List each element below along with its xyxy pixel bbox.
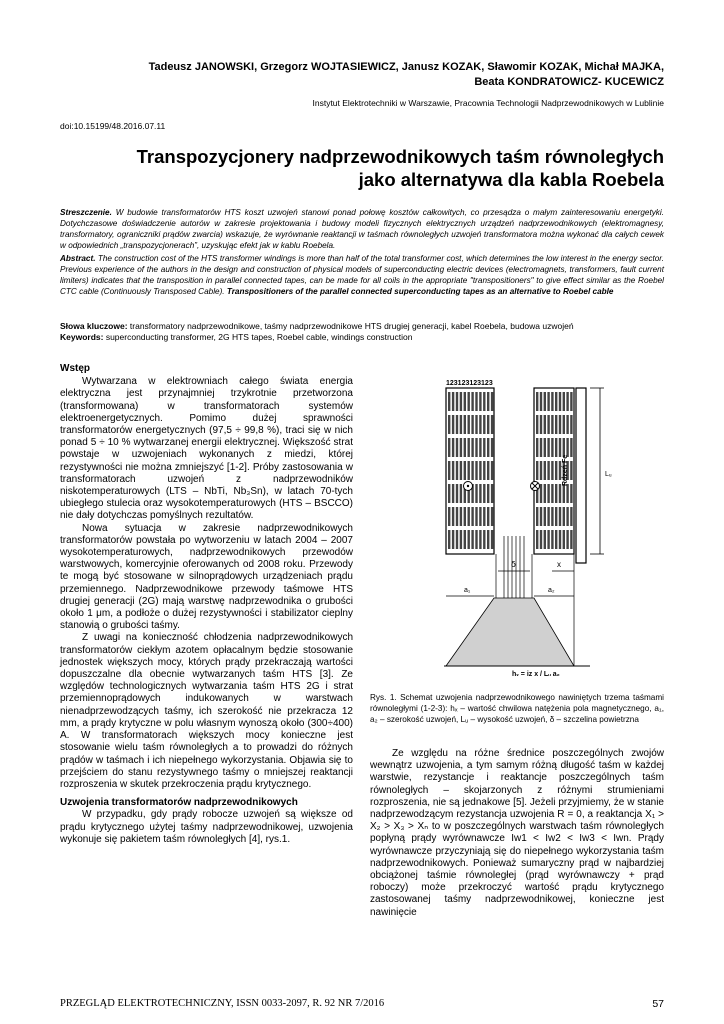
tape-turn: [452, 461, 454, 480]
tape-turn: [547, 415, 549, 434]
tape-turn: [479, 507, 481, 526]
tape-turn: [475, 507, 477, 526]
winding-diagram: [440, 376, 640, 676]
tape-turn: [563, 530, 565, 549]
tape-turn: [555, 484, 557, 503]
tape-turn: [475, 438, 477, 457]
tape-turn: [570, 507, 572, 526]
tape-turn: [544, 507, 546, 526]
tape-turn: [464, 438, 466, 457]
tape-turn: [547, 438, 549, 457]
intro-paragraph-1: Wytwarzana w elektrowniach całego świata energia elektryczna jest przynajmniej trzykrotnie przetworzona (transformowana) w transformatorach systemów elektroenergetycznych. Pomimo dużej sprawności transformatorów energetycznych (97,5 ÷ 99,8 %), traci się w nich ponad 5 ÷ 10 % wytwarzanej energii elektrycznej. Większość strat powstaje w uzwojeniach wykonanych z miedzi, której rezystywności nie można zmniejszyć [1-2]. Próby zastosowania w transformatorach uzwojeń z nadprzewodników niskotemperaturowych (LTS – NbTi, Nb₃Sn), w latach 70-tych ubiegłego stulecia oraz wysokotemperaturowych (HTS – BSCCO) nie dały dotychczas pomyślnych rezultatów.: [60, 376, 353, 522]
tape-turn: [456, 438, 458, 457]
tape-turn: [551, 530, 553, 549]
figure-caption: Rys. 1. Schemat uzwojenia nadprzewodnikowego nawiniętych trzema taśmami równoległymi (1-2-3): hₓ – wartość chwilowa natężenia pola magnetycznego, a₁, a₂ – szerokość uzwojeń, Lᵤ – wysokość uzwojeń, δ – szczelina powietrzna: [370, 693, 664, 724]
tape-turn: [555, 507, 557, 526]
tape-turn: [566, 415, 568, 434]
authors-line-2: Beata KONDRATOWICZ- KUCEWICZ: [474, 76, 664, 88]
tape-turn: [559, 461, 561, 480]
tape-turn: [468, 530, 470, 549]
tape-turn: [491, 507, 493, 526]
tape-turn: [452, 530, 454, 549]
tape-turn: [452, 415, 454, 434]
coil-block-left: [446, 388, 494, 554]
tape-turn: [475, 530, 477, 549]
tape-turn: [471, 461, 473, 480]
tape-turn: [468, 438, 470, 457]
tape-turn: [460, 392, 462, 411]
tape-turn: [551, 415, 553, 434]
tape-turn: [452, 484, 454, 503]
tape-turn: [566, 507, 568, 526]
authors: [60, 60, 664, 90]
x-label: x: [557, 560, 561, 569]
tape-turn: [570, 438, 572, 457]
tape-turn: [491, 415, 493, 434]
section-heading-windings: Uzwojenia transformatorów nadprzewodnikowych: [60, 797, 298, 809]
tape-turn: [483, 461, 485, 480]
tape-turn: [551, 438, 553, 457]
abstract-en-text: The construction cost of the HTS transformer windings is more than half of the total transformer cost, which determines the low interest in the energy sector. Previous experience of the authors in the design and construction of physical models of superconducting electric devices (electromagnets, transformers, fault current limiters) indicates that the transposition in parallel connected tapes, can be made for all coils in the appropriate "transpositioners" to give effect similar as the Roebel CTC cable (Continuously Transposed Cable).: [60, 254, 664, 296]
tape-turn: [559, 530, 561, 549]
tape-turn: [456, 484, 458, 503]
tape-turn: [566, 438, 568, 457]
tape-turn: [456, 415, 458, 434]
title-line-2: jako alternatywa dla kabla Roebela: [358, 169, 664, 190]
tape-turn: [563, 415, 565, 434]
tape-turn: [540, 484, 542, 503]
tape-turn: [483, 507, 485, 526]
tape-turn: [448, 415, 450, 434]
tape-turn: [559, 438, 561, 457]
doi: doi:10.15199/48.2016.07.11: [60, 121, 166, 131]
a2-label: a₂: [548, 587, 555, 594]
tape-turn: [479, 438, 481, 457]
a1-label: a₁: [464, 587, 471, 594]
tape-turn: [559, 484, 561, 503]
tape-turn: [544, 392, 546, 411]
tape-turn: [448, 461, 450, 480]
tape-turn: [456, 461, 458, 480]
tape-turn: [563, 438, 565, 457]
intro-paragraph-2: Nowa sytuacja w zakresie nadprzewodnikowych transformatorów powstała po wytworzeniu w latach 2004 – 2007 wysokotemperaturowych, nadprzewodnikowych przewodów warstwowych, komercyjnie oferowanych od 2008 roku. Przewody te mogą być stosowane w silnoprądowych urządzeniach prądu przemiennego. Nadprzewodnikowe przewody taśmowe HTS drugiej generacji (2G) mają warstwę nadprzewodnika o grubości około 1 μm, a podłoże o dużej rezystywności i stabilizator cieplny stanowią o grubości taśmy.: [60, 522, 353, 632]
tape-turn: [464, 507, 466, 526]
iron-core: [576, 388, 586, 563]
tape-turn: [540, 392, 542, 411]
title-line-1: Transpozycjonery nadprzewodnikowych taśm równoległych: [136, 146, 664, 167]
tape-turn: [468, 461, 470, 480]
tape-turn: [540, 530, 542, 549]
affiliation: Instytut Elektrotechniki w Warszawie, Pracownia Technologii Nadprzewodnikowych w Lublinie: [312, 98, 664, 108]
figure-1: [440, 376, 640, 681]
tape-turn: [555, 392, 557, 411]
tape-turn: [448, 392, 450, 411]
page-number: 57: [652, 998, 664, 1010]
tape-turn: [471, 530, 473, 549]
tape-turn: [460, 415, 462, 434]
tape-turn: [570, 415, 572, 434]
tape-turn: [471, 507, 473, 526]
tape-turn: [570, 530, 572, 549]
tape-turn: [491, 484, 493, 503]
tape-turn: [555, 438, 557, 457]
tape-turn: [483, 438, 485, 457]
tape-turn: [540, 461, 542, 480]
tape-turn: [487, 392, 489, 411]
tape-turn: [551, 484, 553, 503]
paper-title: [60, 145, 664, 191]
tape-turn: [555, 461, 557, 480]
core-label: Rdzeń Fe: [562, 454, 569, 486]
tape-turn: [475, 484, 477, 503]
tape-turn: [487, 461, 489, 480]
keywords-en-text: superconducting transformer, 2G HTS tapes, Roebel cable, windings construction: [103, 332, 413, 342]
tape-turn: [464, 415, 466, 434]
tape-turn: [456, 392, 458, 411]
tape-turn: [460, 484, 462, 503]
tape-turn: [566, 530, 568, 549]
tape-turn: [540, 438, 542, 457]
windings-paragraph-1: W przypadku, gdy prądy robocze uzwojeń są większe od prądu krytycznego użytej taśmy nadprzewodnikowej, uzwojenia wykonuje się pakietem taśm równoległych [4], rys.1.: [60, 809, 353, 845]
tape-turn: [544, 438, 546, 457]
hx-formula: hₓ = iz x / Lᵤ a₂: [512, 671, 560, 676]
tape-turn: [448, 530, 450, 549]
tape-turn: [468, 415, 470, 434]
tape-turn: [536, 507, 538, 526]
tape-turn: [570, 484, 572, 503]
tape-turn: [547, 392, 549, 411]
tape-turn: [563, 392, 565, 411]
abstract-polish: [60, 207, 664, 251]
tape-turn: [544, 530, 546, 549]
abstract-english: [60, 253, 664, 297]
tape-turn: [536, 530, 538, 549]
lu-label: Lᵤ: [605, 471, 612, 478]
tape-turn: [570, 461, 572, 480]
tape-turn: [483, 392, 485, 411]
tape-turn: [551, 461, 553, 480]
tape-turn: [468, 507, 470, 526]
section-heading-intro: Wstęp: [60, 363, 90, 374]
keywords-en-lead: Keywords:: [60, 332, 104, 342]
intro-paragraph-3: Z uwagi na konieczność chłodzenia nadprzewodnikowych transformatorów ciekłym azotem opłacalnym będzie stosowanie jednostek większych mocy, których prądy przekraczają wartości dopuszczalne dla obecnie wytwarzanych taśm HTS [3]. Ze względów technologicznych wytwarzania taśm HTS 2G i strat przemiennoprądowych indukowanych w warstwach nienadprzewodzących taśmy, ich szerokość nie przekracza 12 mm, a prądy krytyczne w polu własnym wynoszą około (300÷400) A. W transformatorach większych mocy konieczne jest stosowanie wielu taśm równoległych a to prowadzi do różnych prądów w taśmach i ich niepełnego wykorzystania. Objawia się to przejściem do stanu rezystywnego taśmy o mniejszej reaktancji rozproszenia w skutek przekroczenia prądu krytycznego.: [60, 632, 353, 790]
tape-turn: [448, 438, 450, 457]
tape-turn: [464, 461, 466, 480]
tape-turn: [483, 530, 485, 549]
tape-turn: [460, 438, 462, 457]
keywords: [60, 321, 664, 343]
field-distribution: [446, 598, 574, 666]
tape-turn: [563, 507, 565, 526]
delta-label: δ: [511, 560, 516, 569]
tape-turn: [479, 530, 481, 549]
tape-turn: [544, 484, 546, 503]
tape-turn: [460, 530, 462, 549]
tape-turn: [540, 507, 542, 526]
tape-turn: [551, 392, 553, 411]
tape-turn: [547, 507, 549, 526]
tape-turn: [479, 415, 481, 434]
tape-turn: [559, 507, 561, 526]
tape-turn: [570, 392, 572, 411]
tape-turn: [448, 507, 450, 526]
tape-turn: [471, 415, 473, 434]
tape-turn: [551, 507, 553, 526]
tape-turn: [487, 415, 489, 434]
tape-turn: [483, 415, 485, 434]
tape-turn: [464, 530, 466, 549]
tape-turn: [487, 530, 489, 549]
keywords-pl-text: transformatory nadprzewodnikowe, taśmy nadprzewodnikowe HTS drugiej generacji, kabel Roebela, budowa uzwojeń: [127, 321, 574, 331]
abstract-pl-text: W budowie transformatorów HTS koszt uzwojeń stanowi ponad połowę kosztów całkowitych, co przesądza o małym zainteresowaniu energetyki. Dotychczasowe doświadczenie autorów w zakresie projektowania i budowy modeli fizycznych elektrycznych urządzeń nadprzewodnikowych (elektromagnesy, transformatory, ograniczniki prądów zwarcia) wskazuje, że wyrównanie reaktancji w taśmach równoległych uzwojeń transformatora można wykonać dla całych cewek w odpowiednich „transpozycjonerach”, uzyskując efekt jak w kablu Roebela.: [60, 208, 664, 250]
abstract-pl-lead: Streszczenie.: [60, 208, 112, 217]
tape-turn: [475, 392, 477, 411]
tape-turn: [536, 461, 538, 480]
tape-turn: [456, 507, 458, 526]
journal-name: PRZEGLĄD ELEKTROTECHNICZNY, ISSN 0033-2097, R. 92 NR 7/2016: [60, 998, 385, 1009]
tape-turn: [491, 438, 493, 457]
tape-turn: [536, 438, 538, 457]
tape-turn: [559, 415, 561, 434]
tape-turn: [544, 415, 546, 434]
tape-turn: [491, 461, 493, 480]
tape-turn: [487, 484, 489, 503]
tape-turn: [479, 484, 481, 503]
tape-turn: [452, 507, 454, 526]
figure-top-labels: 123123123123: [446, 380, 493, 387]
tape-turn: [483, 484, 485, 503]
tape-turn: [456, 530, 458, 549]
abstract-en-title: Transpositioners of the parallel connected superconducting tapes as an alternative to Roebel cable: [224, 287, 614, 296]
tape-turn: [460, 461, 462, 480]
tape-turn: [471, 438, 473, 457]
tape-turn: [491, 530, 493, 549]
tape-turn: [448, 484, 450, 503]
tape-turn: [487, 507, 489, 526]
tape-turn: [547, 484, 549, 503]
tape-turn: [479, 392, 481, 411]
tape-turn: [487, 438, 489, 457]
tape-turn: [468, 392, 470, 411]
tape-turn: [566, 392, 568, 411]
tape-turn: [471, 392, 473, 411]
tape-turn: [555, 415, 557, 434]
tape-turn: [536, 415, 538, 434]
tape-turn: [452, 438, 454, 457]
tape-turn: [491, 392, 493, 411]
tape-turn: [555, 530, 557, 549]
tape-turn: [460, 507, 462, 526]
authors-line-1: Tadeusz JANOWSKI, Grzegorz WOJTASIEWICZ, Janusz KOZAK, Sławomir KOZAK, Michał MAJKA,: [148, 61, 664, 73]
tape-turn: [536, 392, 538, 411]
abstract-en-lead: Abstract.: [60, 254, 96, 263]
tape-turn: [475, 415, 477, 434]
tape-turn: [547, 461, 549, 480]
tape-turn: [464, 392, 466, 411]
tape-turn: [559, 392, 561, 411]
tape-turn: [547, 530, 549, 549]
right-column: [370, 748, 664, 919]
tape-turn: [544, 461, 546, 480]
tape-turn: [452, 392, 454, 411]
footer: [60, 998, 664, 1009]
tape-turn: [479, 461, 481, 480]
tape-turn: [475, 461, 477, 480]
keywords-pl-lead: Słowa kluczowe:: [60, 321, 128, 331]
left-column: [60, 363, 353, 846]
tape-turn: [540, 415, 542, 434]
right-paragraph-1: Ze względu na różne średnice poszczególnych zwojów wewnątrz uzwojenia, a tym samym różną długość taśm w każdej warstwie, rezystancje i reaktancje poszczególnych taśm równoległych – skojarzonych z różnymi strumieniami rozproszenia, nie są jednakowe [5]. Jeżeli przyjmiemy, że w stanie nadprzewodzącym rezystancja uzwojenia R = 0, a reaktancja X₁ > X₂ > X₃ > Xₙ to w poszczególnych warstwach taśm równoległych popłyną prądy wyrównawcze Iw1 < Iw2 < Iw3 < Iwn. Prądy wyrównawcze przyczyniają się do niepełnego wykorzystania taśm nadprzewodnikowych. Ponieważ sumaryczny prąd w najbardziej obciążonej taśmie równoległej (prąd wyrównawczy + prąd roboczy) może przekroczyć wartość prądu krytycznego zastosowanej taśmy nadprzewodnikowej, konieczne jest nawinięcie: [370, 748, 664, 918]
